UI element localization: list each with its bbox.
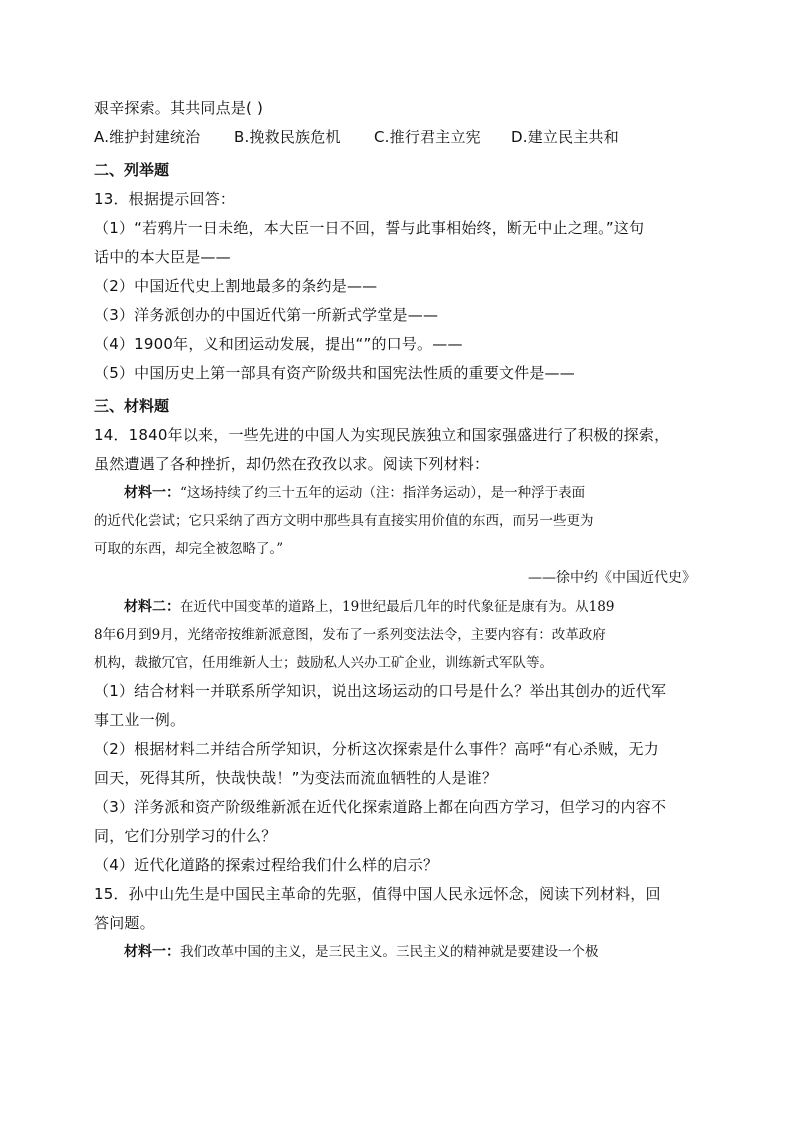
material-1-line-3: 可取的东西，却完全被忽略了。” [94,541,284,557]
q12-option-c: C.推行君主立宪 [374,128,481,146]
q12-stem-tail: 艰辛探索。其共同点是( ) [94,99,264,117]
q14-sub-3b: 同，它们分别学习的什么？ [94,827,277,845]
q14-sub-1b: 事工业一例。 [94,711,186,729]
material-1-text-1: “这场持续了约三十五年的运动（注：指洋务运动），是一种浮于表面 [180,485,586,501]
q15-material-1-text-1: 我们改革中国的主义，是三民主义。三民主义的精神就是要建设一个极 [180,944,599,960]
material-1-line-1 [94,479,704,507]
q14-sub-3a: （3）洋务派和资产阶级维新派在近代化探索道路上都在向西方学习，但学习的内容不 [94,798,667,816]
q12-options [94,123,704,152]
q15-material-1-label: 材料一： [124,944,180,960]
section-3-heading: 三、材料题 [94,397,170,415]
q12-option-a: A.维护封建统治 [94,128,201,146]
q13-item-4: （4）1900年，义和团运动发展，提出“”的口号。—— [94,335,463,353]
section-2-heading: 二、列举题 [94,161,170,179]
q13-stem: 13．根据提示回答： [94,190,236,208]
q13-item-1a: （1）“若鸦片一日未绝，本大臣一日不回，誓与此事相始终，断无中止之理。”这句 [94,219,645,237]
material-2-line-2: 8年6月到9月，光绪帝按维新派意图，发布了一系列变法法令，主要内容有：改革政府 [94,627,606,643]
q13-item-2: （2）中国近代史上割地最多的条约是—— [94,277,378,295]
q15-stem-line-1: 15．孙中山先生是中国民主革命的先驱，值得中国人民永远怀念，阅读下列材料，回 [94,885,661,903]
material-2-line-1 [94,593,704,621]
q14-sub-1a: （1）结合材料一并联系所学知识，说出这场运动的口号是什么？举出其创办的近代军 [94,682,667,700]
material-1-label: 材料一： [124,485,180,501]
q14-sub-2b: 回天，死得其所，快哉快哉！”为变法而流血牺牲的人是谁？ [94,769,498,787]
q12-option-d: D.建立民主共和 [511,128,619,146]
q13-item-3: （3）洋务派创办的中国近代第一所新式学堂是—— [94,306,439,324]
material-2-text-1: 在近代中国变革的道路上，19世纪最后几年的时代象征是康有为。从189 [180,599,615,615]
material-2-label: 材料二： [124,599,180,615]
q14-sub-2a: （2）根据材料二并结合所学知识，分析这次探索是什么事件？高呼“有心杀贼，无力 [94,740,659,758]
q15-stem-line-2: 答问题。 [94,914,155,932]
material-1-line-2: 的近代化尝试；它只采纳了西方文明中那些具有直接实用价值的东西，而另一些更为 [94,513,594,529]
q12-option-b: B.挽救民族危机 [234,128,341,146]
q14-stem-line-1: 14．1840年以来，一些先进的中国人为实现民族独立和国家强盛进行了积极的探索， [94,426,670,444]
q13-item-1b: 话中的本大臣是—— [94,248,231,266]
material-1-source: ——徐中约《中国近代史》 [528,570,696,586]
material-2-line-3: 机构，裁撤冗官，任用维新人士；鼓励私人兴办工矿企业，训练新式军队等。 [94,655,553,671]
q13-item-5: （5）中国历史上第一部具有资产阶级共和国宪法性质的重要文件是—— [94,364,575,382]
q14-sub-4: （4）近代化道路的探索过程给我们什么样的启示？ [94,856,439,874]
q14-stem-line-2: 虽然遭遇了各种挫折，却仍然在孜孜以求。阅读下列材料： [94,455,490,473]
q15-material-1-line-1 [94,938,704,966]
document-page [94,94,704,966]
